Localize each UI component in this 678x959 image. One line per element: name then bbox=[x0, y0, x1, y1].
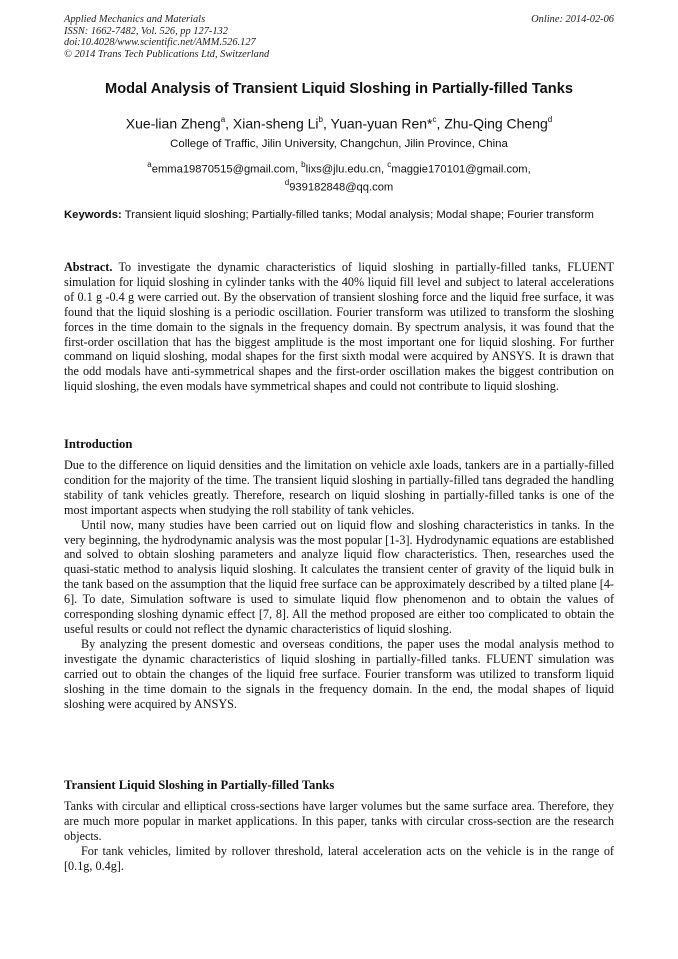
email-address[interactable]: 939182848@qq.com bbox=[289, 182, 394, 195]
email-superscript: a bbox=[147, 160, 152, 169]
email-superscript: d bbox=[284, 178, 290, 188]
affiliation: College of Traffic, Jilin University, Changchun, Jilin Province, China bbox=[170, 138, 508, 150]
author-separator: , bbox=[436, 115, 445, 132]
paragraph: Tanks with circular and elliptical cross-sections have larger volumes but the same surface area. Therefore, they are much more popular in market applications. In this paper, tanks with circular cross-section are the research objects. bbox=[64, 799, 614, 843]
section-heading-introduction: Introduction bbox=[64, 437, 133, 451]
email-separator: , bbox=[381, 163, 388, 176]
copyright: © 2014 Trans Tech Publications Ltd, Switzerland bbox=[64, 48, 270, 60]
journal-info bbox=[64, 14, 269, 60]
section-heading-transient-sloshing: Transient Liquid Sloshing in Partially-filled Tanks bbox=[64, 778, 335, 792]
email-address[interactable]: maggie170101@gmail.com bbox=[391, 163, 528, 176]
paper-title: Modal Analysis of Transient Liquid Sloshing in Partially-filled Tanks bbox=[105, 81, 573, 97]
abstract bbox=[64, 260, 614, 394]
author-name: Xian-sheng Li bbox=[232, 115, 319, 132]
author-superscript: d bbox=[547, 115, 553, 124]
author-name: Zhu-Qing Cheng bbox=[444, 115, 548, 132]
author-name: Xue-lian Zheng bbox=[125, 115, 221, 132]
keywords-label: Keywords: bbox=[64, 209, 122, 221]
online-date: Online: 2014-02-06 bbox=[531, 14, 614, 25]
paragraph: By analyzing the present domestic and overseas conditions, the paper uses the modal analysis method to investigate the dynamic characteristics of liquid sloshing in partially-filled tanks. FLUENT simulation was carried out to obtain the changes of the liquid free surface. Fourier transform was utilized to transform liquid sloshing in the time domain to the signals in the frequency domain. In the end, the modal shapes of liquid sloshing were acquired by ANSYS. bbox=[64, 636, 614, 711]
email-superscript: b bbox=[301, 160, 306, 169]
keywords-text: Transient liquid sloshing; Partially-filled tanks; Modal analysis; Modal shape; Fourier transform bbox=[121, 209, 594, 221]
keywords bbox=[64, 208, 614, 223]
abstract-text: To investigate the dynamic characteristics of liquid sloshing in partially-filled tanks, FLUENT simulation for liquid sloshing in cylinder tanks with the 40% liquid fill level and subject to lateral accelerations of 0.1 g -0.4 g were carried out. By the observation of transient sloshing force and the liquid free surface, it was found that the liquid sloshing is a periodic oscillation. Fourier transform was utilized to transform the sloshing forces in the time domain to the signals in the frequency domain. By spectrum analysis, it was found that the first-order oscillation that has the biggest amplitude is the most important one for liquid sloshing. For further command on liquid sloshing, modal shapes for the first sixth modal were acquired by ANSYS. It is drawn that the odd modals have anti-symmetrical shapes and the first-order oscillation makes the biggest contribution on liquid sloshing, the even modals have symmetrical shapes and could not contribute to liquid sloshing. bbox=[64, 260, 614, 394]
author-superscript: a bbox=[220, 115, 226, 124]
email-address[interactable]: emma19870515@gmail.com bbox=[151, 163, 295, 176]
email-separator: , bbox=[527, 163, 531, 176]
email-superscript: c bbox=[387, 160, 392, 169]
email-separator: , bbox=[294, 163, 302, 176]
author-separator: , bbox=[225, 115, 233, 132]
email-address[interactable]: lixs@jlu.edu.cn bbox=[305, 163, 382, 176]
doi: doi:10.4028/www.scientific.net/AMM.526.127 bbox=[64, 37, 256, 49]
paragraph: Due to the difference on liquid densities and the limitation on vehicle axle loads, tankers are in a partially-filled condition for the majority of the time. The transient liquid sloshing in partially-filled tans degraded the handling stability of tank vehicles greatly. Therefore, research on liquid sloshing in partially-filled tanks is one of the most important aspects when studying the roll stability of tank vehicles. bbox=[64, 458, 614, 517]
paragraph: For tank vehicles, limited by rollover threshold, lateral acceleration acts on the vehicle is in the range of [0.1g, 0.4g]. bbox=[64, 843, 614, 873]
section-transient-sloshing-body bbox=[64, 799, 614, 874]
abstract-label: Abstract. bbox=[64, 260, 113, 274]
paragraph: Until now, many studies have been carried out on liquid flow and sloshing characteristics in tanks. In the very beginning, the hydrodynamic analysis was the most popular [1-3]. Hydrodynamic equations are established and solved to obtain sloshing parameters and analyze liquid flow characteristics. Then, researches used the quasi-static method to analysis liquid sloshing. It calculates the transient center of gravity of the liquid bulk in the tank based on the assumption that the liquid free surface can be approximately described by a tilted plane [4-6]. To date, Simulation software is used to simulate liquid flow phenomenon and to obtain the values of corresponding sloshing dynamic effect [7, 8]. All the method proposed are either too complicated to obtain the useful results or could not reflect the dynamic characteristics of liquid sloshing. bbox=[64, 517, 614, 636]
section-introduction-body bbox=[64, 458, 614, 711]
author-list bbox=[40, 112, 638, 133]
email-list bbox=[64, 159, 614, 196]
author-superscript: c bbox=[432, 115, 437, 124]
author-name: Yuan-yuan Ren* bbox=[330, 115, 433, 132]
issn: ISSN: 1662-7482, Vol. 526, pp 127-132 bbox=[64, 25, 228, 37]
author-separator: , bbox=[323, 115, 331, 132]
journal-name: Applied Mechanics and Materials bbox=[64, 14, 206, 25]
author-superscript: b bbox=[318, 115, 323, 124]
